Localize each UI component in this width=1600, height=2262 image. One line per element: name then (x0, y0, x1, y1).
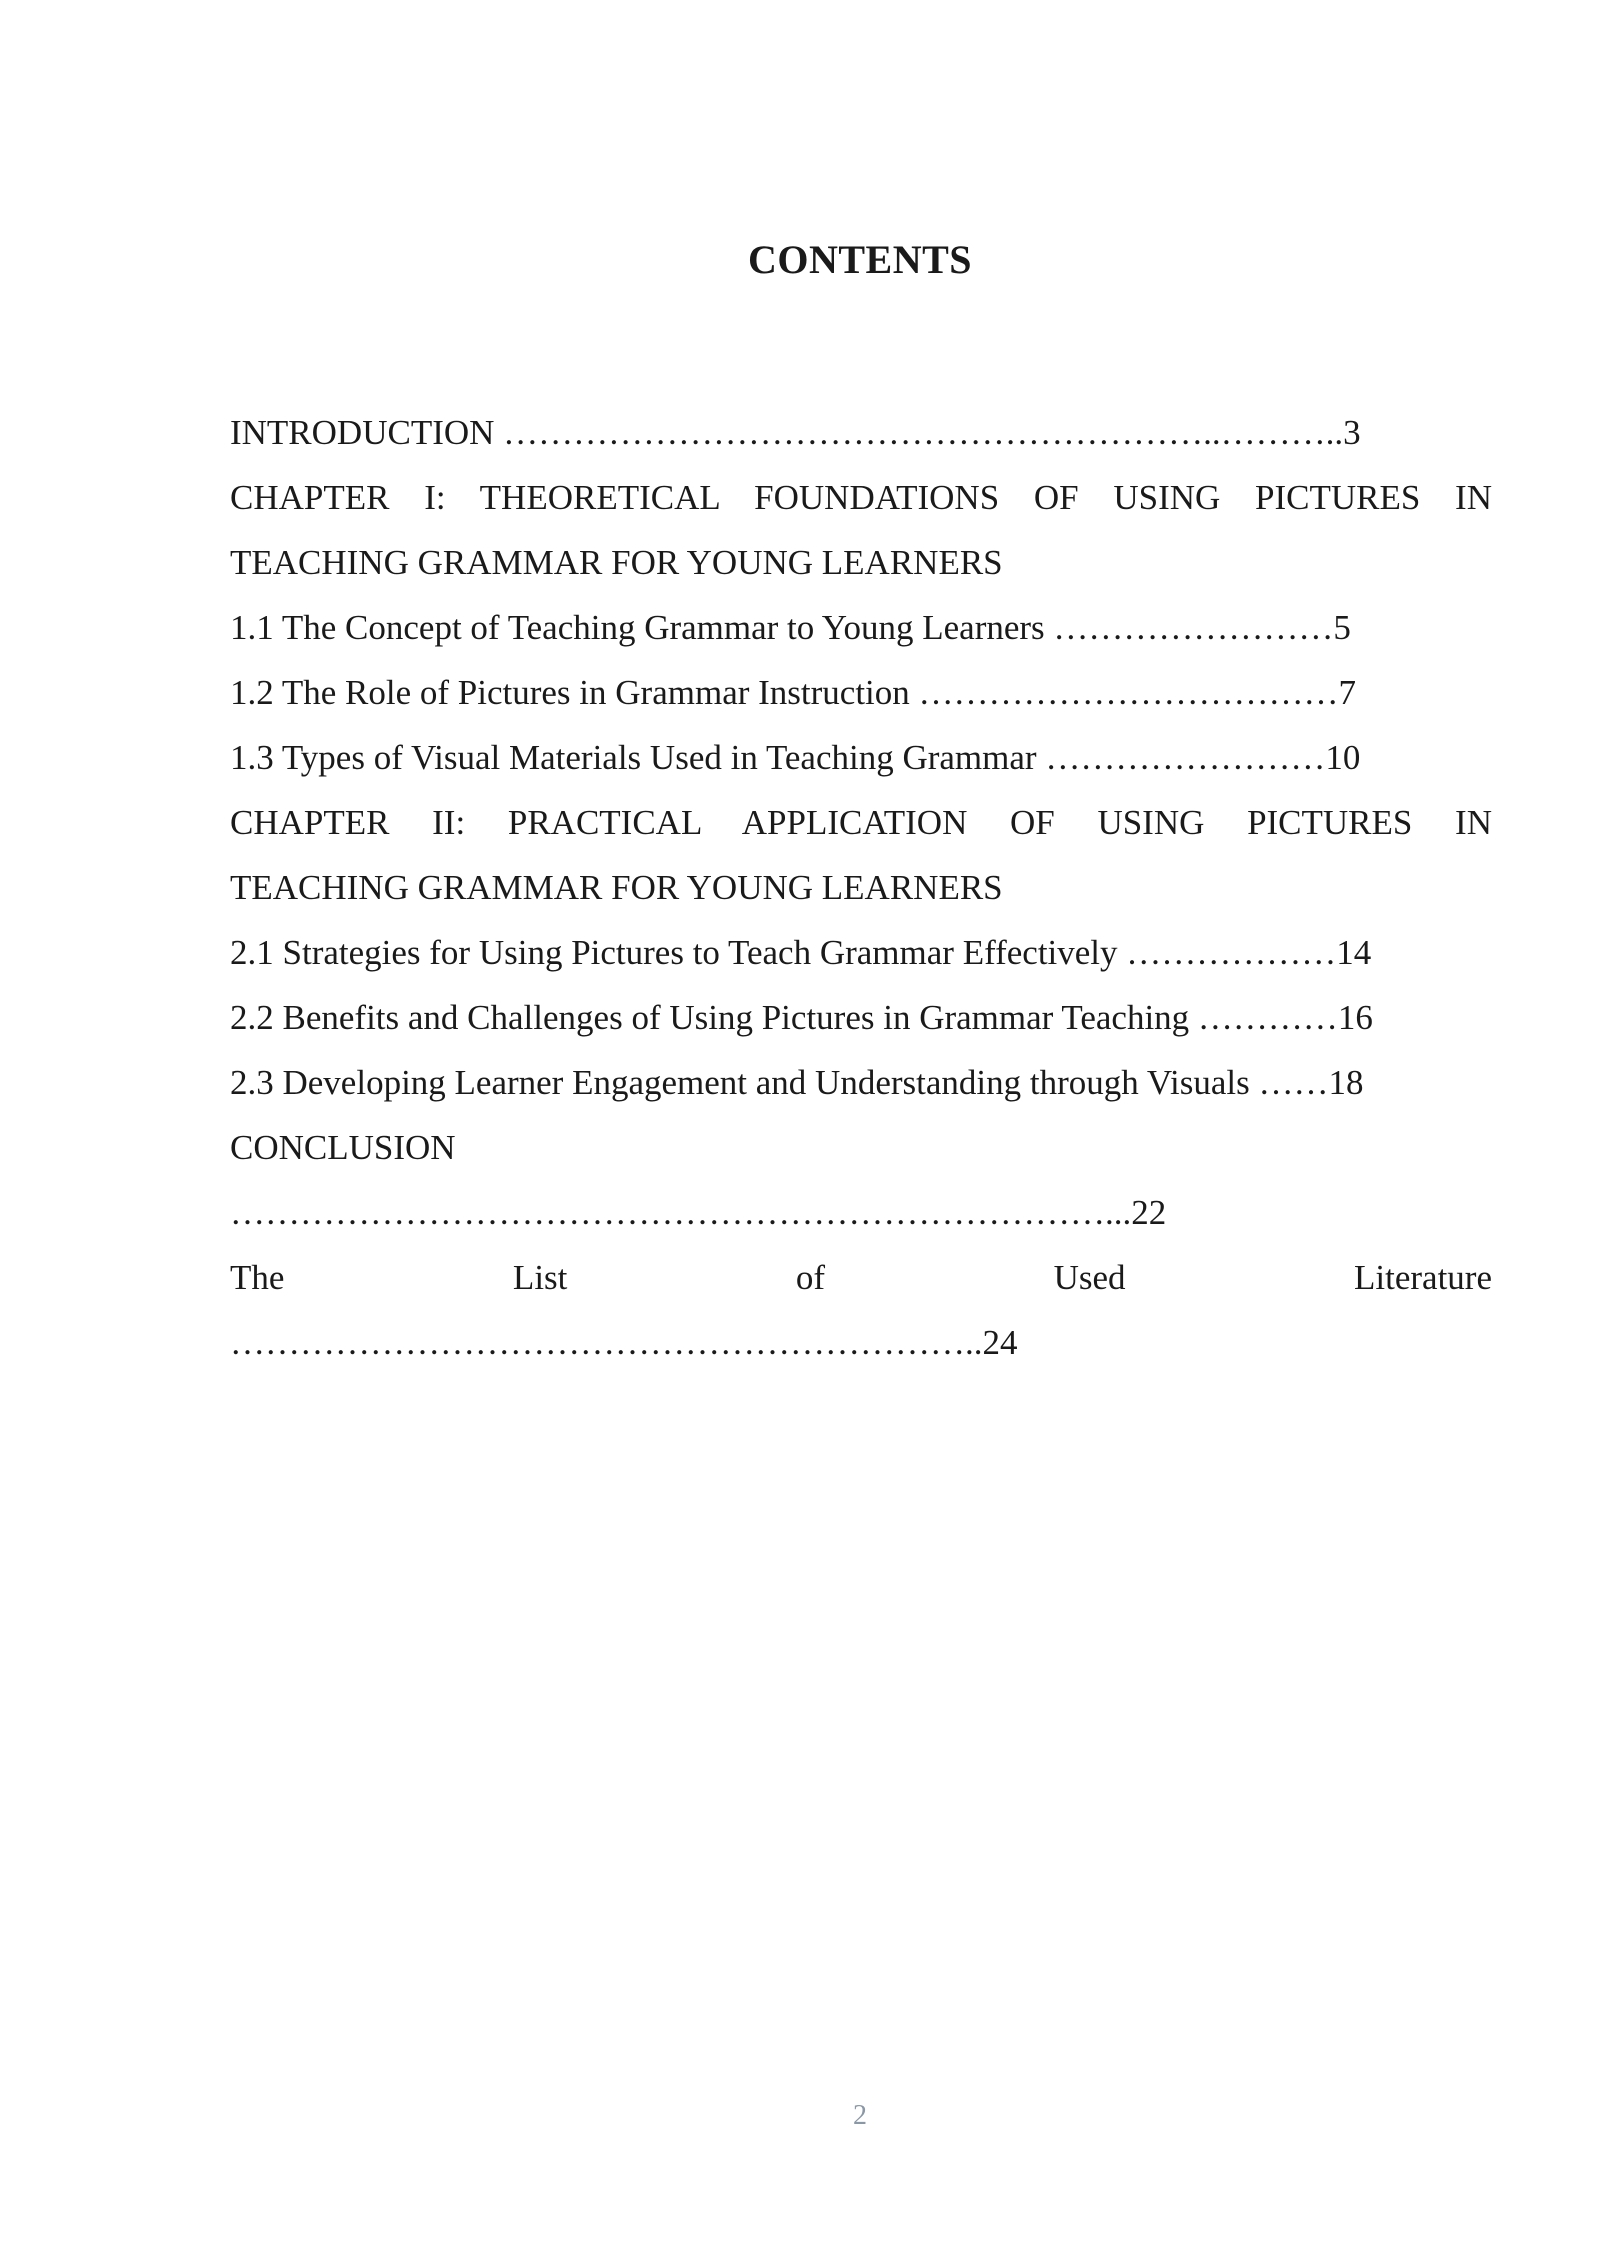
table-of-contents (230, 400, 1492, 1375)
toc-section-2-3[interactable]: 2.3 Developing Learner Engagement and Understanding through Visuals ……18 (230, 1063, 1364, 1102)
toc-section-2-2[interactable]: 2.2 Benefits and Challenges of Using Pictures in Grammar Teaching …………16 (230, 998, 1373, 1037)
toc-section-1-3[interactable]: 1.3 Types of Visual Materials Used in Teaching Grammar ……………………10 (230, 738, 1361, 777)
toc-chapter-2-title[interactable]: CHAPTER II: PRACTICAL APPLICATION OF USING PICTURES IN (230, 803, 1492, 842)
page-number: 2 (853, 2100, 867, 2131)
toc-literature-page[interactable]: ………………………………………………………..24 (230, 1323, 1018, 1362)
toc-section-1-2[interactable]: 1.2 The Role of Pictures in Grammar Instruction ………………………………7 (230, 673, 1357, 712)
toc-chapter-2-title-continued[interactable]: TEACHING GRAMMAR FOR YOUNG LEARNERS (230, 868, 1003, 907)
toc-conclusion[interactable]: CONCLUSION (230, 1128, 456, 1167)
page-title: CONTENTS (747, 237, 973, 282)
toc-chapter-1-title[interactable]: CHAPTER I: THEORETICAL FOUNDATIONS OF USING PICTURES IN (230, 478, 1492, 517)
toc-literature[interactable]: The List of Used Literature (230, 1258, 1492, 1297)
toc-conclusion-page[interactable]: …………………………………………………………………...22 (230, 1193, 1167, 1232)
toc-section-1-1[interactable]: 1.1 The Concept of Teaching Grammar to Young Learners ……………………5 (230, 608, 1351, 647)
toc-section-2-1[interactable]: 2.1 Strategies for Using Pictures to Teach Grammar Effectively ………………14 (230, 933, 1372, 972)
toc-chapter-1-title-continued[interactable]: TEACHING GRAMMAR FOR YOUNG LEARNERS (230, 543, 1003, 582)
toc-introduction[interactable]: INTRODUCTION ……………………………………………………..………..3 (230, 413, 1361, 452)
